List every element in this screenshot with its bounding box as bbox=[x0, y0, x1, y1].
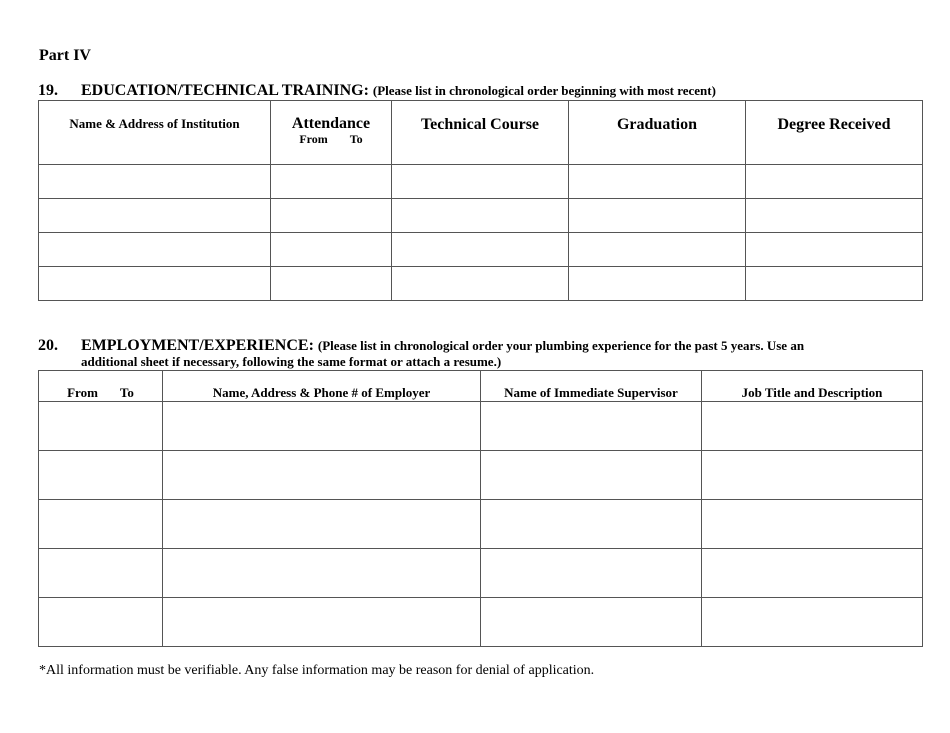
employment-row bbox=[39, 451, 923, 500]
education-section-number: 19. bbox=[38, 82, 58, 99]
attendance-column-header bbox=[271, 101, 392, 165]
job-title-cell[interactable] bbox=[702, 598, 923, 647]
employment-row bbox=[39, 598, 923, 647]
graduation-cell[interactable] bbox=[569, 267, 746, 301]
from-to-cell[interactable] bbox=[39, 451, 163, 500]
technical-course-cell[interactable] bbox=[392, 199, 569, 233]
employment-section-number: 20. bbox=[38, 337, 58, 354]
from-to-cell[interactable] bbox=[39, 402, 163, 451]
part-label: Part IV bbox=[39, 47, 91, 64]
degree-cell[interactable] bbox=[746, 233, 923, 267]
degree-cell[interactable] bbox=[746, 165, 923, 199]
education-row bbox=[39, 199, 923, 233]
employment-row bbox=[39, 500, 923, 549]
graduation-cell[interactable] bbox=[569, 165, 746, 199]
technical-course-cell[interactable] bbox=[392, 267, 569, 301]
supervisor-cell[interactable] bbox=[481, 451, 702, 500]
employment-section-title: EMPLOYMENT/EXPERIENCE: bbox=[81, 337, 314, 354]
attendance-from-label: From bbox=[299, 132, 328, 146]
job-title-cell[interactable] bbox=[702, 500, 923, 549]
from-to-cell[interactable] bbox=[39, 598, 163, 647]
employer-cell[interactable] bbox=[163, 451, 481, 500]
job-title-cell[interactable] bbox=[702, 402, 923, 451]
education-header-row bbox=[39, 101, 923, 165]
graduation-cell[interactable] bbox=[569, 199, 746, 233]
technical-course-cell[interactable] bbox=[392, 233, 569, 267]
from-to-cell[interactable] bbox=[39, 549, 163, 598]
attendance-label: Attendance bbox=[291, 115, 371, 132]
employer-cell[interactable] bbox=[163, 500, 481, 549]
employment-section-heading bbox=[81, 337, 804, 355]
graduation-column-header: Graduation bbox=[569, 101, 746, 165]
attendance-cell[interactable] bbox=[271, 199, 392, 233]
employer-cell[interactable] bbox=[163, 549, 481, 598]
employer-cell[interactable] bbox=[163, 402, 481, 451]
employment-section-instruction-line1: (Please list in chronological order your plumbing experience for the past 5 years. Use an bbox=[317, 338, 805, 353]
attendance-cell[interactable] bbox=[271, 233, 392, 267]
degree-cell[interactable] bbox=[746, 199, 923, 233]
supervisor-cell[interactable] bbox=[481, 402, 702, 451]
employer-column-header: Name, Address & Phone # of Employer bbox=[163, 371, 481, 402]
attendance-to-label: To bbox=[349, 132, 363, 146]
employer-cell[interactable] bbox=[163, 598, 481, 647]
job-title-cell[interactable] bbox=[702, 549, 923, 598]
graduation-cell[interactable] bbox=[569, 233, 746, 267]
employment-row bbox=[39, 402, 923, 451]
degree-cell[interactable] bbox=[746, 267, 923, 301]
supervisor-column-header: Name of Immediate Supervisor bbox=[481, 371, 702, 402]
education-table bbox=[38, 100, 923, 301]
institution-cell[interactable] bbox=[39, 233, 271, 267]
education-section-title: EDUCATION/TECHNICAL TRAINING: bbox=[81, 82, 369, 99]
technical-course-cell[interactable] bbox=[392, 165, 569, 199]
technical-course-column-header: Technical Course bbox=[392, 101, 569, 165]
education-section-instruction: (Please list in chronological order beginning with most recent) bbox=[372, 83, 716, 98]
education-row bbox=[39, 165, 923, 199]
supervisor-cell[interactable] bbox=[481, 549, 702, 598]
education-section-heading bbox=[81, 82, 716, 100]
institution-cell[interactable] bbox=[39, 165, 271, 199]
supervisor-cell[interactable] bbox=[481, 598, 702, 647]
from-label: From bbox=[67, 385, 98, 400]
education-row bbox=[39, 233, 923, 267]
degree-column-header: Degree Received bbox=[746, 101, 923, 165]
job-title-column-header: Job Title and Description bbox=[702, 371, 923, 402]
attendance-cell[interactable] bbox=[271, 267, 392, 301]
attendance-from-to bbox=[271, 132, 391, 146]
employment-table bbox=[38, 370, 923, 647]
from-to-cell[interactable] bbox=[39, 500, 163, 549]
footnote: *All information must be verifiable. Any false information may be reason for denial of application. bbox=[39, 663, 595, 678]
to-label: To bbox=[119, 385, 134, 400]
supervisor-cell[interactable] bbox=[481, 500, 702, 549]
from-to-column-header bbox=[39, 371, 163, 402]
institution-cell[interactable] bbox=[39, 267, 271, 301]
job-title-cell[interactable] bbox=[702, 451, 923, 500]
education-row bbox=[39, 267, 923, 301]
attendance-cell[interactable] bbox=[271, 165, 392, 199]
institution-column-header: Name & Address of Institution bbox=[39, 101, 271, 165]
employment-row bbox=[39, 549, 923, 598]
employment-header-row bbox=[39, 371, 923, 402]
employment-section-instruction-line2: additional sheet if necessary, following the same format or attach a resume.) bbox=[81, 354, 502, 369]
institution-cell[interactable] bbox=[39, 199, 271, 233]
